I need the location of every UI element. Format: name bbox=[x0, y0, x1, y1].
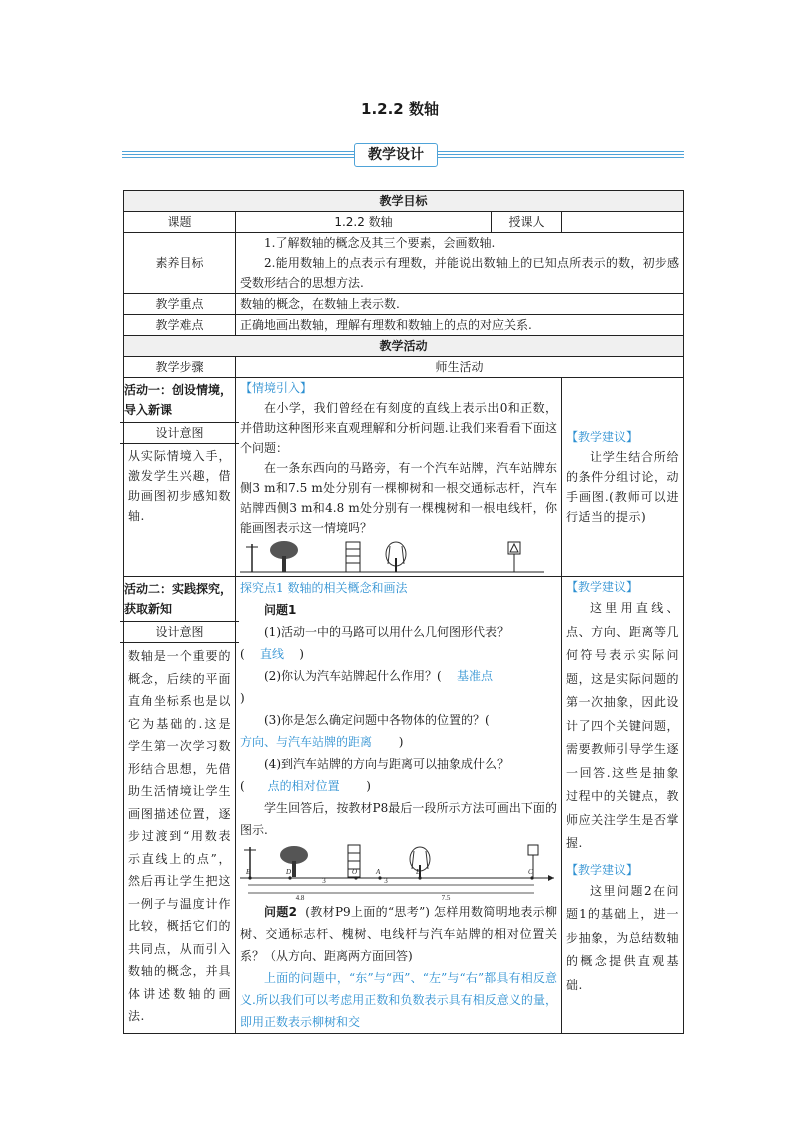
distance-label: 3 bbox=[384, 877, 388, 885]
question1-title: 问题1 bbox=[264, 603, 297, 617]
activity1-advice-text: 让学生结合所给的条件分组讨论，动手画图.(教师可以进行适当的提示) bbox=[566, 450, 680, 524]
question1-part3: (3)你是怎么确定问题中各物体的位置的？( bbox=[264, 713, 490, 727]
teacher-label: 授课人 bbox=[492, 212, 562, 233]
section-banner-label: 教学设计 bbox=[354, 143, 438, 167]
activity1-main-cell bbox=[236, 378, 562, 577]
number-line-diagram bbox=[240, 841, 558, 901]
lesson-plan-table bbox=[123, 190, 684, 1034]
point-label: A bbox=[376, 868, 381, 876]
point-label: B bbox=[416, 868, 421, 876]
question1-part4-answer-line: ( 点的相对位置 ) bbox=[240, 779, 371, 793]
point-label: E bbox=[246, 868, 251, 876]
teacher-student-label: 师生活动 bbox=[236, 357, 684, 378]
difficult-point-label: 教学难点 bbox=[124, 315, 236, 336]
distance-label: 3 bbox=[322, 877, 326, 885]
lesson-label: 课题 bbox=[124, 212, 236, 233]
question1-part1-answer-line: ( 直线 ) bbox=[240, 647, 304, 661]
question1-part1: (1)活动一中的马路可以用什么几何图形代表？ bbox=[264, 625, 509, 639]
activity1-left-cell bbox=[124, 378, 236, 577]
distance-label: 7.5 bbox=[441, 894, 451, 901]
activity1-intent-label: 设计意图 bbox=[120, 423, 239, 444]
activity2-intent-text: 数轴是一个重要的概念，后续的平面直角坐标系也是以它为基础的.这是学生第一次学习数形结合思想，先借助生活情境让学生画图描述位置，逐步过渡到“用数表示直线上的点”，然后再让学生把这一例子与温度计作比较，概括它们的共同点，从而引入数轴的概念，并具体讲述数轴的画法. bbox=[128, 649, 231, 1023]
question1-part2: (2)你认为汽车站牌起什么作用？( 基准点 ) bbox=[240, 669, 493, 705]
utility-pole-icon bbox=[246, 544, 258, 572]
locust-tree-icon bbox=[280, 846, 308, 877]
literacy-label: 素养目标 bbox=[124, 233, 236, 294]
locust-tree-icon bbox=[270, 541, 298, 572]
activity2-left-cell bbox=[124, 577, 236, 1034]
point-label: C bbox=[528, 868, 533, 876]
key-point-value: 数轴的概念，在数轴上表示数. bbox=[236, 294, 684, 315]
activity2-advice2-text: 这里问题2在问题1的基础上，进一步抽象，为总结数轴的概念提供直观基础. bbox=[566, 883, 680, 992]
question1-part4: (4)到汽车站牌的方向与距离可以抽象成什么？ bbox=[264, 757, 509, 771]
roadside-scene-illustration bbox=[240, 538, 550, 576]
activity1-title: 活动一：创设情境，导入新课 bbox=[120, 378, 239, 423]
question1-part4-answer: 点的相对位置 bbox=[267, 779, 340, 793]
point-label: O bbox=[352, 868, 358, 876]
activity2-title: 活动二：实践探究，获取新知 bbox=[120, 577, 239, 622]
literacy-item: 1.了解数轴的概念及其三个要素，会画数轴. bbox=[264, 236, 496, 250]
activity2-advice2-tag: 【教学建议】 bbox=[566, 862, 639, 877]
willow-tree-icon bbox=[386, 542, 406, 572]
question1-part3-answer: 方向、与汽车站牌的距离 bbox=[240, 735, 373, 749]
activity1-advice-cell bbox=[562, 378, 684, 577]
arrow-right-icon bbox=[548, 875, 554, 881]
question2-text: 问题2 (教材P9上面的“思考”) 怎样用数简明地表示柳树、交通标志杆、槐树、电线杆与汽车站牌的相对位置关系？（从方向、距离两方面回答) bbox=[240, 905, 557, 963]
teacher-value bbox=[562, 212, 684, 233]
activity1-para2: 在一条东西向的马路旁，有一个汽车站牌，汽车站牌东侧3 m和7.5 m处分别有一棵柳树和一根交通标志杆，汽车站牌西侧3 m和4.8 m处分别有一棵槐树和一根电线杆，你能画图表示这一情境吗？ bbox=[240, 461, 557, 535]
steps-label: 教学步骤 bbox=[124, 357, 236, 378]
page-title: 1.2.2 数轴 bbox=[361, 100, 439, 118]
activity2-advice1-tag: 【教学建议】 bbox=[566, 580, 639, 594]
point-label: D bbox=[286, 868, 292, 876]
key-point-label: 教学重点 bbox=[124, 294, 236, 315]
activity2-main-cell bbox=[236, 577, 562, 1034]
question1-part1-answer: 直线 bbox=[259, 647, 284, 661]
literacy-content bbox=[236, 233, 684, 294]
question2-title: 问题2 bbox=[264, 905, 298, 919]
activity1-section-tag: 【情境引入】 bbox=[240, 381, 313, 395]
question1-part3-answer-line: 方向、与汽车站牌的距离 ) bbox=[240, 735, 404, 749]
activity2-intent-label: 设计意图 bbox=[120, 622, 239, 643]
traffic-sign-icon bbox=[508, 542, 520, 572]
activity2-advice1-text: 这里用直线、点、方向、距离等几何符号表示实际问题，这是实际问题的第一次抽象，因此设计了四个关键问题，需要教师引导学生逐一回答.这些是抽象过程中的关键点，教师应关注学生是否掌握. bbox=[566, 601, 680, 850]
section-banner bbox=[122, 144, 684, 164]
after-question1-text: 学生回答后，按教材P8最后一段所示方法可画出下面的图示. bbox=[240, 801, 557, 837]
activity1-advice-tag: 【教学建议】 bbox=[566, 430, 639, 444]
activity1-intent-text: 从实际情境入手，激发学生兴趣，借助画图初步感知数轴. bbox=[128, 449, 231, 523]
question2-answer: 上面的问题中，“东”与“西”、“左”与“右”都具有相反意义.所以我们可以考虑用正数和负数表示具有相反意义的量，即用正数表示柳树和交 bbox=[240, 971, 557, 1029]
lesson-value: 1.2.2 数轴 bbox=[236, 212, 492, 233]
teaching-goals-header: 教学目标 bbox=[124, 191, 684, 212]
bus-stop-sign-icon bbox=[346, 542, 360, 572]
activity1-para1: 在小学，我们曾经在有刻度的直线上表示出0和正数，并借助这种图形来直观理解和分析问题.让我们来看看下面这个问题： bbox=[240, 401, 557, 455]
explore-point-title: 探究点1 数轴的相关概念和画法 bbox=[240, 581, 408, 595]
distance-label: 4.8 bbox=[295, 894, 305, 901]
literacy-item: 2.能用数轴上的点表示有理数，并能说出数轴上的已知点所表示的数，初步感受数形结合的思想方法. bbox=[240, 256, 680, 290]
question1-part2-answer: 基准点 bbox=[456, 669, 493, 683]
activity2-advice-cell bbox=[562, 577, 684, 1034]
activities-header: 教学活动 bbox=[124, 336, 684, 357]
difficult-point-value: 正确地画出数轴，理解有理数和数轴上的点的对应关系. bbox=[236, 315, 684, 336]
